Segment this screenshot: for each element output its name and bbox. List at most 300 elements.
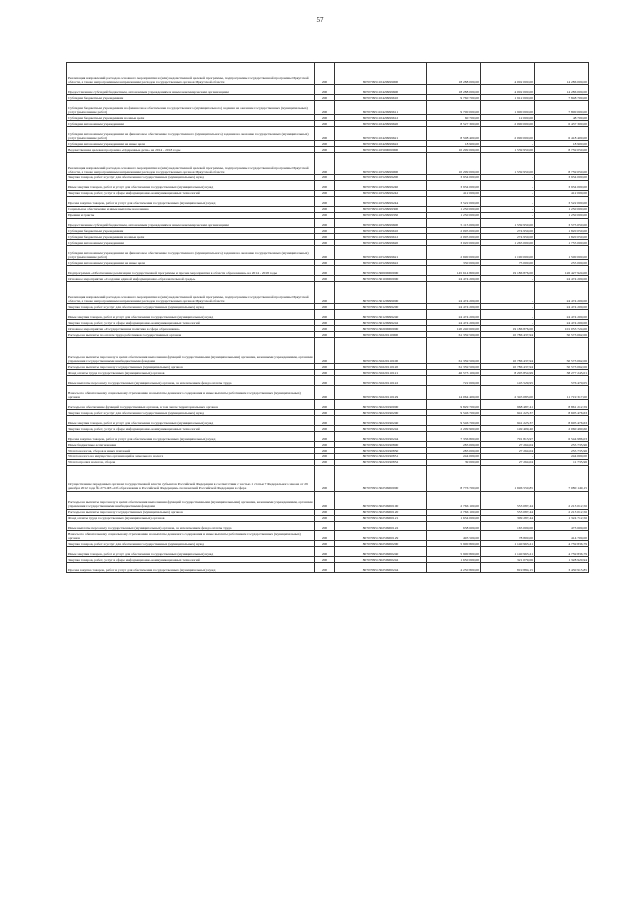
table-row (67, 196, 589, 206)
row-name-cell: Осуществление переданных органам государственной власти субъектов Российской Федерации в соответствии с частью 1 статьи 7 Федерального закона от 29 декабря 2012 года № 273-ФЗ «Об образовании в Российской Федерации» полномочий Российской Федерации в сфере (67, 465, 315, 491)
row-unexecuted-amount-cell: 1 250 000,00 (535, 206, 589, 212)
row-unexecuted-amount-cell: 24 474 200,00 (535, 282, 589, 304)
row-executed-amount-cell: - (481, 140, 535, 146)
row-name-cell: Социальное обеспечение и иные выплаты населению (67, 206, 315, 212)
row-approved-amount-cell: 244 000,00 (427, 453, 481, 459)
row-approved-amount-cell: 10 299 000,00 (427, 146, 481, 152)
row-budget-code-cell: 80707095130220190850 (335, 447, 427, 453)
row-executed-amount-cell: 321 079,06 (481, 557, 535, 563)
row-executed-amount-cell: 10 786 437,94 (481, 364, 535, 370)
row-budget-code-cell: 80707095130220190244 (335, 431, 427, 441)
row-approved-amount-cell: 412 000,00 (427, 190, 481, 196)
row-unexecuted-amount-cell: 3 430 915,85 (535, 563, 589, 573)
row-code-cell: 200 (315, 282, 335, 304)
row-executed-amount-cell: 819 884,15 (481, 563, 535, 573)
row-code-cell: 200 (315, 521, 335, 531)
row-name-cell: Иные выплаты персоналу государственных (муниципальных) органов, за исключением фонда оплаты труда (67, 375, 315, 385)
row-name-cell: Закупка товаров, работ, услуг в сфере информационно-коммуникационных технологий (67, 320, 315, 326)
row-name-cell: Реализация направлений расходов основного мероприятия и (или) ведомственной целевой программы, подпрограммы государственной программы Иркутской области, а также непрограммным направлениям расходов государственных органов Иркутской области (67, 152, 315, 174)
row-name-cell: Закупка товаров, работ, услуг в сфере информационно-коммуникационных технологий (67, 425, 315, 431)
row-approved-amount-cell: 24 474 200,00 (427, 304, 481, 310)
row-code-cell: 200 (315, 240, 335, 246)
row-budget-code-cell: 80707095130129999000 (335, 282, 427, 304)
table-row (67, 126, 589, 140)
row-executed-amount-cell: 10 786 437,94 (481, 338, 535, 364)
row-name-cell: Прочая закупка товаров, работ и услуг для обеспечения государственных (муниципальных) нужд (67, 196, 315, 206)
row-budget-code-cell: 80707095110529999244 (335, 196, 427, 206)
row-budget-code-cell: 80707095110529999000 (335, 152, 427, 174)
row-name-cell: Субсидии бюджетным учреждениям на финансовое обеспечение государственного (муниципального) задания на оказание государственных (муниципальных) услуг (выполнение работ) (67, 100, 315, 114)
row-code-cell: 200 (315, 152, 335, 174)
row-unexecuted-amount-cell: 1 324 712,56 (535, 515, 589, 521)
row-executed-amount-cell: - (481, 180, 535, 190)
row-code-cell: 200 (315, 94, 335, 100)
row-name-cell: Основное мероприятие «Государственная политика в сфере образования» (67, 326, 315, 332)
row-name-cell: Закупка товаров, работ, услуг в сфере информационно-коммуникационных технологий (67, 557, 315, 563)
row-approved-amount-cell: 5 900 800,00 (427, 541, 481, 547)
row-unexecuted-amount-cell: 6 544 986,03 (535, 431, 589, 441)
page-number: 57 (316, 16, 324, 24)
row-code-cell: 200 (315, 425, 335, 431)
row-budget-code-cell: 80707095130259900129 (335, 531, 427, 541)
row-name-cell: Предоставление субсидий бюджетным, автономным учреждениям и иным некоммерческим организациям (67, 84, 315, 94)
row-budget-code-cell: 80707095110429999611 (335, 100, 427, 114)
row-code-cell: 200 (315, 100, 335, 114)
row-budget-code-cell: 80707095130259900000 (335, 465, 427, 491)
row-code-cell: 200 (315, 364, 335, 370)
row-executed-amount-cell: 2 090 000,00 (481, 120, 535, 126)
row-budget-code-cell: 80707095130220110120 (335, 364, 427, 370)
row-name-cell: Прочая закупка товаров, работ и услуг для обеспечения государственных (муниципальных) нужд (67, 563, 315, 573)
row-approved-amount-cell: 3 020 000,00 (427, 240, 481, 246)
row-approved-amount-cell: 8 776 700,00 (427, 465, 481, 491)
table-row (67, 266, 589, 276)
row-executed-amount-cell: 145 529,95 (481, 375, 535, 385)
row-approved-amount-cell: 24 474 200,00 (427, 310, 481, 320)
row-executed-amount-cell: 309 287,44 (481, 515, 535, 521)
row-code-cell: 200 (315, 228, 335, 234)
row-unexecuted-amount-cell: 3 934 000,00 (535, 180, 589, 190)
row-approved-amount-cell: 18 288 000,00 (427, 63, 481, 85)
row-unexecuted-amount-cell: 7 848 700,00 (535, 94, 589, 100)
row-budget-code-cell: 80707095110529999240 (335, 180, 427, 190)
row-unexecuted-amount-cell: 255 735,96 (535, 447, 589, 453)
row-budget-code-cell: 80707095110429999610 (335, 94, 427, 100)
row-executed-amount-cell: - (481, 310, 535, 320)
row-name-cell: Субсидии автономным учреждениям (67, 120, 315, 126)
row-approved-amount-cell: 2 095 000,00 (427, 234, 481, 240)
row-code-cell: 200 (315, 415, 335, 425)
row-approved-amount-cell: 8 527 300,00 (427, 120, 481, 126)
row-unexecuted-amount-cell: 24 474 200,00 (535, 304, 589, 310)
row-name-cell: Уплата налогов, сборов и иных платежей (67, 447, 315, 453)
row-budget-code-cell: 80707095110529999600 (335, 218, 427, 228)
row-code-cell: 200 (315, 375, 335, 385)
row-approved-amount-cell: 24 474 200,00 (427, 320, 481, 326)
table-row (67, 218, 589, 228)
row-unexecuted-amount-cell: 38 277 245,01 (535, 370, 589, 376)
row-name-cell: Расходы на выплаты персоналу в целях обеспечения выполнения функций государственными (муниципальными) органами, казенными учреждениями, органами управления государственными внебюджетными фондами (67, 338, 315, 364)
row-unexecuted-amount-cell: 14 286 000,00 (535, 63, 589, 85)
row-budget-code-cell: 80707095110529999620 (335, 240, 427, 246)
row-executed-amount-cell: - (481, 320, 535, 326)
row-code-cell: 200 (315, 465, 335, 491)
row-unexecuted-amount-cell: 2 213 012,56 (535, 491, 589, 509)
row-executed-amount-cell: 274 950,00 (481, 234, 535, 240)
row-executed-amount-cell: 19 186 876,00 (481, 266, 535, 276)
row-code-cell: 200 (315, 509, 335, 515)
row-budget-code-cell: 80707095130259900121 (335, 515, 427, 521)
row-approved-amount-cell: 61 359 500,00 (427, 332, 481, 338)
row-approved-amount-cell: 60 700,00 (427, 114, 481, 120)
row-name-cell: Закупка товаров, работ и услуг для обеспечения государственных (муниципальных) нужд (67, 304, 315, 310)
row-code-cell: 200 (315, 409, 335, 415)
row-unexecuted-amount-cell: 11 719 317,00 (535, 385, 589, 399)
row-approved-amount-cell: 61 359 500,00 (427, 338, 481, 364)
row-approved-amount-cell: 1 250 000,00 (427, 206, 481, 212)
row-unexecuted-amount-cell: 50 573 062,06 (535, 364, 589, 370)
row-name-cell: Расходы на обеспечение функций государственных органов, в том числе территориальных органов (67, 399, 315, 409)
row-name-cell: Основное мероприятие «Создание единой информационно-образовательной среды» (67, 276, 315, 282)
row-executed-amount-cell: 75 000,00 (481, 260, 535, 266)
row-executed-amount-cell: 1 140 963,21 (481, 541, 535, 547)
row-code-cell: 200 (315, 114, 335, 120)
row-approved-amount-cell: 4 250 800,00 (427, 563, 481, 573)
table-row (67, 491, 589, 509)
row-name-cell: Субсидии бюджетным учреждениям (67, 228, 315, 234)
row-unexecuted-amount-cell: 50 573 062,06 (535, 338, 589, 364)
row-budget-code-cell: 80707095130000000000 (335, 266, 427, 276)
row-approved-amount-cell: 24 474 200,00 (427, 282, 481, 304)
row-executed-amount-cell: 1 539 950,00 (481, 152, 535, 174)
table-row (67, 399, 589, 409)
row-executed-amount-cell: - (481, 196, 535, 206)
row-name-cell: Иные выплаты персоналу государственных (муниципальных) органов, за исключением фонда оплаты труда (67, 521, 315, 531)
row-approved-amount-cell: 722 000,00 (427, 375, 481, 385)
row-executed-amount-cell: 4 002 000,00 (481, 84, 535, 94)
row-budget-code-cell: 80707095110529999622 (335, 260, 427, 266)
row-approved-amount-cell: 2 766 100,00 (427, 509, 481, 515)
row-unexecuted-amount-cell: 244 000,00 (535, 453, 589, 459)
row-executed-amount-cell: 2 090 000,00 (481, 126, 535, 140)
row-executed-amount-cell: 4 002 000,00 (481, 63, 535, 85)
row-code-cell: 200 (315, 212, 335, 218)
row-code-cell: 200 (315, 447, 335, 453)
row-name-cell: Фонд оплаты труда государственных (муниципальных) органов (67, 370, 315, 376)
row-approved-amount-cell: 2 766 100,00 (427, 491, 481, 509)
table-row (67, 100, 589, 114)
row-code-cell: 200 (315, 234, 335, 240)
row-unexecuted-amount-cell: 24 474 200,00 (535, 310, 589, 320)
row-unexecuted-amount-cell: 1 820 050,00 (535, 234, 589, 240)
row-unexecuted-amount-cell: 8 759 050,00 (535, 152, 589, 174)
row-code-cell: 200 (315, 196, 335, 206)
row-budget-code-cell: 80707095130220110000 (335, 332, 427, 338)
table-row (67, 521, 589, 531)
table-row (67, 282, 589, 304)
row-code-cell: 200 (315, 441, 335, 447)
row-executed-amount-cell: 165 000,00 (481, 521, 535, 531)
row-unexecuted-amount-cell: 4 759 836,79 (535, 547, 589, 557)
row-budget-code-cell: 80707095130100000000 (335, 276, 427, 282)
table-row (67, 415, 589, 425)
row-unexecuted-amount-cell: 6 437 300,00 (535, 120, 589, 126)
row-code-cell: 200 (315, 266, 335, 276)
row-unexecuted-amount-cell: 18 900,00 (535, 140, 589, 146)
table-row (67, 338, 589, 364)
row-name-cell: Закупка товаров, работ, услуг в сфере информационно-коммуникационных технологий (67, 190, 315, 196)
table-row (67, 431, 589, 441)
row-budget-code-cell: 80707095130220190851 (335, 453, 427, 459)
row-name-cell: Субсидии автономным учреждениям на финансовое обеспечение государственного (муниципального) задания на оказание государственных (муниципальных) услуг (выполнение работ) (67, 126, 315, 140)
row-name-cell: Субсидии автономным учреждениям на финансовое обеспечение государственного (муниципального) задания на оказание государственных (муниципальных) услуг (выполнение работ) (67, 246, 315, 260)
row-approved-amount-cell: 46 573 100,00 (427, 370, 481, 376)
row-executed-amount-cell: 27 264,04 (481, 441, 535, 447)
row-name-cell: Предоставление субсидий бюджетным, автономным учреждениям и иным некоммерческим организациям (67, 218, 315, 228)
row-budget-code-cell: 80707095130259900100 (335, 491, 427, 509)
row-budget-code-cell: 80707095130220190000 (335, 399, 427, 409)
row-unexecuted-amount-cell: 126 427 924,00 (535, 266, 589, 276)
row-unexecuted-amount-cell: 1 755 000,00 (535, 240, 589, 246)
row-code-cell: 200 (315, 399, 335, 409)
row-name-cell: Закупка товаров, работ и услуг для обеспечения государственных (муниципальных) нужд (67, 174, 315, 180)
row-approved-amount-cell: 10 299 000,00 (427, 152, 481, 174)
row-name-cell: Закупка товаров, работ и услуг для обеспечения государственных (муниципальных) нужд (67, 541, 315, 547)
row-name-cell: Субсидии бюджетным учреждениям (67, 94, 315, 100)
row-budget-code-cell: 80707095110529999200 (335, 174, 427, 180)
row-budget-code-cell: 80707095130220110129 (335, 385, 427, 399)
row-budget-code-cell: 80707095110529999610 (335, 228, 427, 234)
row-approved-amount-cell: 2 209 900,00 (427, 425, 481, 431)
row-approved-amount-cell: 330 000,00 (427, 260, 481, 266)
row-executed-amount-cell: - (481, 304, 535, 310)
row-executed-amount-cell: - (481, 276, 535, 282)
row-budget-code-cell: 80707095130259900240 (335, 547, 427, 557)
row-code-cell: 200 (315, 431, 335, 441)
row-budget-code-cell: 80707095130220110122 (335, 375, 427, 385)
row-code-cell: 200 (315, 385, 335, 399)
row-code-cell: 200 (315, 174, 335, 180)
row-executed-amount-cell: 553 087,44 (481, 491, 535, 509)
row-unexecuted-amount-cell: 1 820 050,00 (535, 228, 589, 234)
row-executed-amount-cell: 2 345 083,00 (481, 385, 535, 399)
row-unexecuted-amount-cell: 412 000,00 (535, 190, 589, 196)
row-name-cell: Подпрограмма «Обеспечение реализации государственной программы и прочие мероприятия в области образования» на 2014 - 2018 годы (67, 266, 315, 276)
row-code-cell: 200 (315, 190, 335, 196)
row-executed-amount-cell: 12 000,00 (481, 114, 535, 120)
row-budget-code-cell: 80707095130220110121 (335, 370, 427, 376)
row-executed-amount-cell: 274 950,00 (481, 228, 535, 234)
row-name-cell: Иные закупки товаров, работ и услуг для обеспечения государственных (муниципальных) нужд (67, 415, 315, 425)
row-approved-amount-cell: 24 474 200,00 (427, 276, 481, 282)
row-unexecuted-amount-cell: 2 213 012,56 (535, 509, 589, 515)
row-code-cell: 200 (315, 459, 335, 465)
row-name-cell: Иные закупки товаров, работ и услуг для обеспечения государственных (муниципальных) нужд (67, 547, 315, 557)
row-approved-amount-cell: 283 000,00 (427, 447, 481, 453)
row-approved-amount-cell: 3 934 000,00 (427, 180, 481, 190)
row-unexecuted-amount-cell: 3 934 000,00 (535, 174, 589, 180)
row-approved-amount-cell: 18 900,00 (427, 140, 481, 146)
row-budget-code-cell: 80707095110529999350 (335, 212, 427, 218)
table-row (67, 563, 589, 573)
row-budget-code-cell: 80707095130220190800 (335, 441, 427, 447)
row-budget-code-cell: 80707095130220110100 (335, 338, 427, 364)
row-unexecuted-amount-cell: 3 522 000,00 (535, 196, 589, 206)
row-executed-amount-cell: 791 813,97 (481, 431, 535, 441)
row-budget-code-cell: 80707095130220190200 (335, 409, 427, 415)
row-budget-code-cell: 80707095130259900242 (335, 557, 427, 563)
row-approved-amount-cell: 61 359 500,00 (427, 364, 481, 370)
row-budget-code-cell: 80707095110429999621 (335, 126, 427, 140)
row-approved-amount-cell: 1 650 000,00 (427, 557, 481, 563)
row-code-cell: 200 (315, 491, 335, 509)
row-unexecuted-amount-cell: 1 500 000,00 (535, 246, 589, 260)
row-budget-code-cell: 80707095130259900244 (335, 563, 427, 573)
row-budget-code-cell: 80707095110429999600 (335, 84, 427, 94)
row-code-cell: 200 (315, 246, 335, 260)
row-code-cell: 200 (315, 515, 335, 521)
row-executed-amount-cell: 149 409,40 (481, 425, 535, 431)
table-row (67, 310, 589, 320)
row-budget-code-cell: 80707095110429999000 (335, 63, 427, 85)
row-approved-amount-cell: 14 064 400,00 (427, 385, 481, 399)
row-approved-amount-cell: 9 760 700,00 (427, 94, 481, 100)
row-name-cell: Уплата налога на имущество организаций и земельного налога (67, 453, 315, 459)
row-executed-amount-cell: - (481, 190, 535, 196)
row-code-cell: 200 (315, 320, 335, 326)
table-row (67, 531, 589, 541)
row-name-cell: Расходы на выплаты персоналу в целях обеспечения выполнения функций государственными (муниципальными) органами, казенными учреждениями, органами управления государственными внебюджетными фондами (67, 491, 315, 509)
table-row (67, 152, 589, 174)
row-approved-amount-cell: 39 000,00 (427, 459, 481, 465)
row-name-cell: Субсидии автономным учреждениям (67, 240, 315, 246)
row-name-cell: Субсидии автономным учреждениям на иные цели (67, 260, 315, 266)
row-code-cell: 200 (315, 453, 335, 459)
row-executed-amount-cell: 78 800,00 (481, 531, 535, 541)
row-budget-code-cell: 80707095110529999242 (335, 190, 427, 196)
row-budget-code-cell: 80707095110500000000 (335, 146, 427, 152)
row-approved-amount-cell: 9 829 700,00 (427, 399, 481, 409)
row-unexecuted-amount-cell: 8 861 212,59 (535, 399, 589, 409)
table-row (67, 180, 589, 190)
row-unexecuted-amount-cell: 50 573 062,06 (535, 332, 589, 338)
row-unexecuted-amount-cell: 255 000,00 (535, 260, 589, 266)
row-unexecuted-amount-cell: 1 250 000,00 (535, 212, 589, 218)
row-unexecuted-amount-cell: 4 759 836,79 (535, 541, 589, 547)
row-code-cell: 200 (315, 326, 335, 332)
row-name-cell: Фонд оплаты труда государственных (муниципальных) органов (67, 515, 315, 521)
row-executed-amount-cell: 27 264,04 (481, 459, 535, 465)
row-executed-amount-cell: 553 087,44 (481, 509, 535, 515)
row-code-cell: 200 (315, 332, 335, 338)
row-unexecuted-amount-cell: 1 328 920,94 (535, 557, 589, 563)
row-name-cell: Взносы по обязательному социальному страхованию на выплаты денежного содержания и иные выплаты работникам государственных (муниципальных) органов (67, 531, 315, 541)
row-name-cell: Иные бюджетные ассигнования (67, 441, 315, 447)
row-code-cell: 200 (315, 547, 335, 557)
row-approved-amount-cell: 3 934 000,00 (427, 174, 481, 180)
row-code-cell: 200 (315, 310, 335, 320)
row-executed-amount-cell: 1 900 000,00 (481, 100, 535, 114)
row-budget-code-cell: 80707095130220190242 (335, 425, 427, 431)
row-code-cell: 200 (315, 180, 335, 190)
row-executed-amount-cell: - (481, 206, 535, 212)
row-budget-code-cell: 80707095110429999612 (335, 114, 427, 120)
row-executed-amount-cell: 941 223,37 (481, 415, 535, 425)
row-approved-amount-cell: 3 522 000,00 (427, 196, 481, 206)
row-budget-code-cell: 80707095130220190852 (335, 459, 427, 465)
row-executed-amount-cell: 1 140 963,21 (481, 547, 535, 557)
row-executed-amount-cell: 1 539 950,00 (481, 218, 535, 228)
row-executed-amount-cell: 968 487,41 (481, 399, 535, 409)
row-approved-amount-cell: 1 250 000,00 (427, 212, 481, 218)
row-code-cell: 200 (315, 531, 335, 541)
row-unexecuted-amount-cell: 2 060 490,60 (535, 425, 589, 431)
row-executed-amount-cell: 1 265 000,00 (481, 240, 535, 246)
row-code-cell: 200 (315, 63, 335, 85)
row-code-cell: 200 (315, 541, 335, 547)
row-executed-amount-cell: 19 186 876,00 (481, 326, 535, 332)
row-executed-amount-cell: 1 539 950,00 (481, 146, 535, 152)
row-name-cell: Иные закупки товаров, работ и услуг для обеспечения государственных (муниципальных) нужд (67, 180, 315, 190)
row-approved-amount-cell: 638 600,00 (427, 521, 481, 531)
row-unexecuted-amount-cell: 473 600,00 (535, 521, 589, 531)
row-code-cell: 200 (315, 218, 335, 228)
table-row (67, 63, 589, 85)
row-code-cell: 200 (315, 84, 335, 94)
row-budget-code-cell: 80707095110429999620 (335, 120, 427, 126)
row-code-cell: 200 (315, 304, 335, 310)
row-name-cell: Взносы по обязательному социальному страхованию на выплаты денежного содержания и иные выплаты работникам государственных (муниципальных) органов (67, 385, 315, 399)
budget-table-container (66, 62, 588, 573)
row-budget-code-cell: 80707095130259900200 (335, 541, 427, 547)
row-approved-amount-cell: 493 500,00 (427, 531, 481, 541)
row-executed-amount-cell: 1 912 000,00 (481, 94, 535, 100)
row-executed-amount-cell: - (481, 453, 535, 459)
budget-execution-table (66, 62, 589, 573)
row-executed-amount-cell: 941 223,37 (481, 409, 535, 415)
row-budget-code-cell: 80707095130259900122 (335, 521, 427, 531)
row-code-cell: 200 (315, 146, 335, 152)
row-budget-code-cell: 80707095130129999242 (335, 320, 427, 326)
table-body (67, 63, 589, 573)
row-unexecuted-amount-cell: 3 575 050,00 (535, 218, 589, 228)
row-code-cell: 200 (315, 206, 335, 212)
row-unexecuted-amount-cell: 14 286 000,00 (535, 84, 589, 94)
row-approved-amount-cell: 145 614 800,00 (427, 266, 481, 276)
row-budget-code-cell: 80707095130200000000 (335, 326, 427, 332)
row-approved-amount-cell: 120 240 600,00 (427, 326, 481, 332)
row-code-cell: 200 (315, 120, 335, 126)
row-unexecuted-amount-cell: 6 418 400,00 (535, 126, 589, 140)
row-code-cell: 200 (315, 140, 335, 146)
row-budget-code-cell: 80707095110529999300 (335, 206, 427, 212)
row-unexecuted-amount-cell: 24 474 200,00 (535, 276, 589, 282)
row-name-cell: Субсидии бюджетным учреждениям на иные цели (67, 234, 315, 240)
row-unexecuted-amount-cell: 8 605 476,63 (535, 415, 589, 425)
table-row (67, 375, 589, 385)
row-unexecuted-amount-cell: 255 735,96 (535, 441, 589, 447)
row-budget-code-cell: 80707095110529999621 (335, 246, 427, 260)
row-approved-amount-cell: 2 690 000,00 (427, 246, 481, 260)
row-name-cell: Уплата прочих налогов, сборов (67, 459, 315, 465)
row-name-cell: Закупка товаров, работ и услуг для обеспечения государственных (муниципальных) нужд (67, 409, 315, 415)
row-budget-code-cell: 80707095130129999200 (335, 304, 427, 310)
row-code-cell: 200 (315, 276, 335, 282)
row-name-cell: Иные закупки товаров, работ и услуг для обеспечения государственных (муниципальных) нужд (67, 310, 315, 320)
table-row (67, 547, 589, 557)
row-name-cell: Расходы на выплаты персоналу государственных (муниципальных) органов (67, 509, 315, 515)
row-executed-amount-cell: 1 696 550,85 (481, 465, 535, 491)
